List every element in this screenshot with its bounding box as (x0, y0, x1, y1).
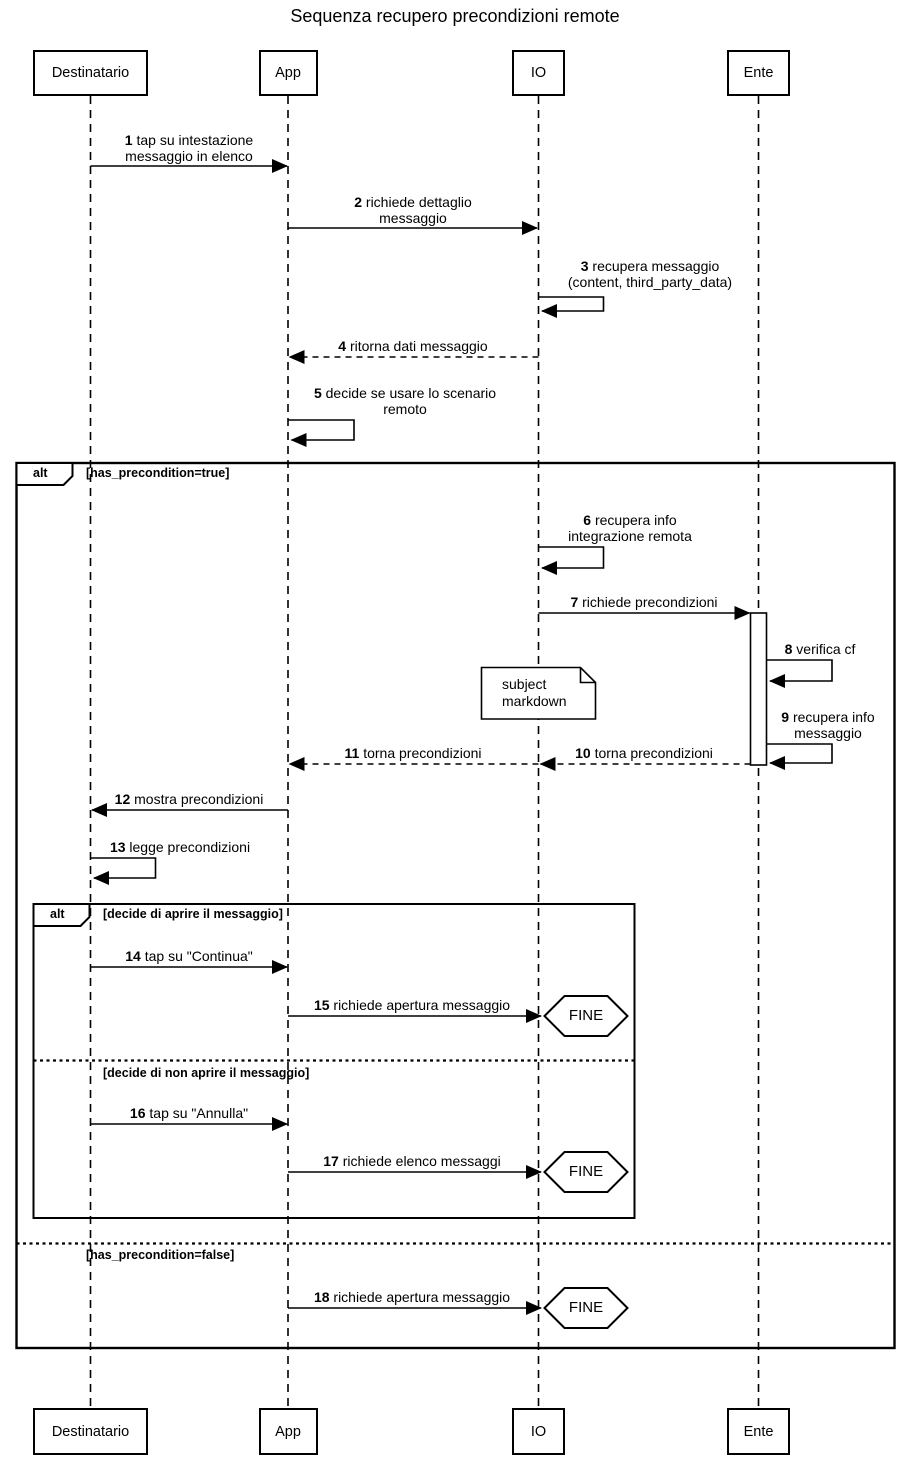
message-4-label: 4 ritorna dati messaggio (338, 338, 488, 354)
actor-app-top (259, 50, 318, 96)
alt-fragment-outer (17, 463, 895, 1348)
message-selfloop-6 (539, 547, 604, 568)
message-7-label: 7 richiede precondizioni (570, 594, 718, 610)
message-5-label: 5 decide se usare lo scenario remoto (313, 385, 497, 417)
message-10-label: 10 torna precondizioni (575, 745, 713, 761)
message-13-label: 13 legge precondizioni (109, 839, 251, 855)
message-selfloop-3 (539, 297, 604, 311)
actor-label: Ente (743, 1423, 774, 1440)
actor-label: IO (530, 1423, 547, 1440)
message-16-label: 16 tap su "Annulla" (129, 1105, 249, 1121)
actor-ente-bottom (727, 1408, 790, 1455)
terminator-label: FINE (568, 1299, 604, 1316)
actor-io-bottom (512, 1408, 565, 1455)
message-6-label: 6 recupera info integrazione remota (568, 512, 692, 544)
alt-operator-label-inner: alt (50, 907, 65, 921)
alt-operator-label-outer: alt (33, 466, 48, 480)
actor-label: App (275, 1423, 301, 1440)
actor-label: Destinatario (51, 1423, 130, 1440)
message-14-label: 14 tap su "Continua" (125, 948, 253, 964)
message-12-label: 12 mostra precondizioni (114, 791, 264, 807)
actor-label: Destinatario (51, 65, 130, 81)
actor-ente-top (727, 50, 790, 96)
actor-io-top (512, 50, 565, 96)
note-text: subject markdown (502, 676, 567, 709)
message-2-label: 2 richiede dettaglio messaggio (354, 194, 472, 226)
message-1-label: 1 tap su intestazione messaggio in elenco (124, 132, 254, 164)
actor-label: IO (530, 65, 547, 81)
terminator-label: FINE (568, 1163, 604, 1180)
guard-decide-non-aprire: [decide di non aprire il messaggio] (103, 1066, 310, 1080)
message-9-label: 9 recupera info messaggio (781, 709, 875, 741)
message-3-label: 3 recupera messaggio (content, third_party_data) (567, 258, 733, 290)
actor-label: Ente (743, 65, 774, 81)
actor-destinatario-bottom (33, 1408, 148, 1455)
actor-destinatario-top (33, 50, 148, 96)
message-17-label: 17 richiede elenco messaggi (323, 1153, 501, 1169)
guard-decide-aprire: [decide di aprire il messaggio] (103, 907, 283, 921)
activation-bar-ente (751, 613, 767, 765)
message-selfloop-13 (91, 858, 156, 878)
guard-has-precondition-true: [has_precondition=true] (86, 466, 230, 480)
terminator-label: FINE (568, 1007, 604, 1024)
message-11-label: 11 torna precondizioni (344, 745, 482, 761)
actor-app-bottom (259, 1408, 318, 1455)
actor-label: App (275, 65, 301, 81)
message-18-label: 18 richiede apertura messaggio (313, 1289, 511, 1305)
diagram-title: Sequenza recupero precondizioni remote (290, 6, 620, 26)
message-15-label: 15 richiede apertura messaggio (313, 997, 511, 1013)
message-8-label: 8 verifica cf (784, 641, 856, 657)
message-selfloop-8 (767, 660, 833, 681)
message-selfloop-9 (767, 744, 833, 763)
guard-has-precondition-false: [has_precondition=false] (86, 1248, 235, 1262)
message-selfloop-5 (288, 420, 354, 440)
